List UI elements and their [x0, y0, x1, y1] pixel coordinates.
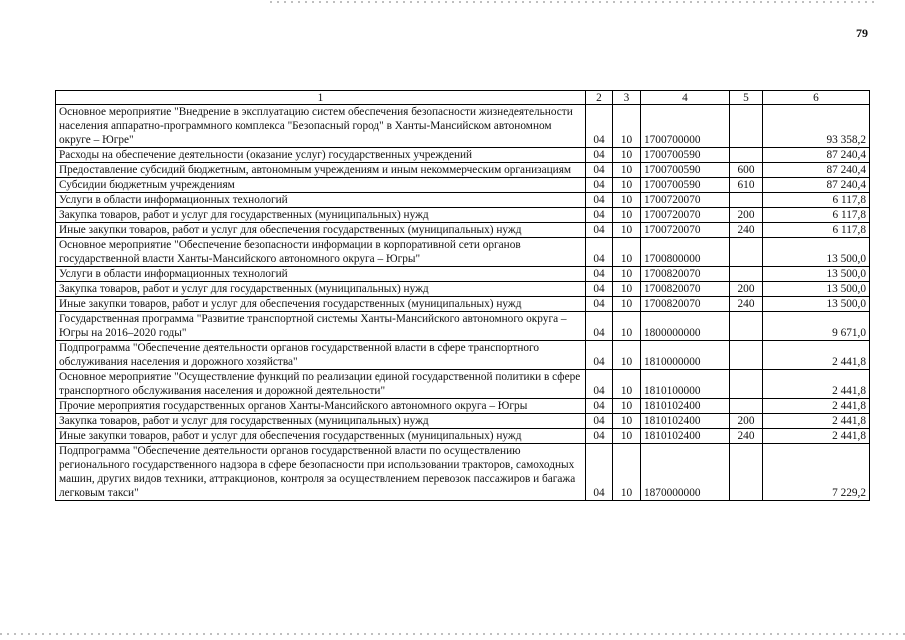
row-subsection-cell: 10 — [613, 267, 641, 282]
row-target-article-cell: 1700700590 — [641, 148, 730, 163]
row-amount-cell: 6 117,8 — [763, 223, 870, 238]
row-name-cell: Подпрограмма "Обеспечение деятельности органов государственной власти в сфере транспортного обслуживания населения и дорожного хозяйства" — [56, 341, 586, 370]
row-subsection-cell: 10 — [613, 370, 641, 399]
header-col-2: 2 — [586, 91, 613, 105]
row-expense-type-cell — [730, 267, 763, 282]
row-name-cell: Закупка товаров, работ и услуг для государственных (муниципальных) нужд — [56, 414, 586, 429]
row-section-cell: 04 — [586, 341, 613, 370]
row-subsection-cell: 10 — [613, 312, 641, 341]
row-section-cell: 04 — [586, 370, 613, 399]
budget-table — [55, 90, 870, 501]
row-target-article-cell: 1810102400 — [641, 429, 730, 444]
row-subsection-cell: 10 — [613, 444, 641, 501]
row-amount-cell: 9 671,0 — [763, 312, 870, 341]
row-target-article-cell: 1700820070 — [641, 282, 730, 297]
row-target-article-cell: 1810100000 — [641, 370, 730, 399]
table-row — [56, 178, 870, 193]
row-target-article-cell: 1700820070 — [641, 297, 730, 312]
row-section-cell: 04 — [586, 399, 613, 414]
table-row — [56, 238, 870, 267]
row-section-cell: 04 — [586, 208, 613, 223]
row-expense-type-cell: 200 — [730, 282, 763, 297]
row-amount-cell: 6 117,8 — [763, 208, 870, 223]
row-subsection-cell: 10 — [613, 429, 641, 444]
table-row — [56, 341, 870, 370]
row-subsection-cell: 10 — [613, 282, 641, 297]
row-section-cell: 04 — [586, 105, 613, 148]
row-expense-type-cell — [730, 312, 763, 341]
row-name-cell: Предоставление субсидий бюджетным, автономным учреждениям и иным некоммерческим организациям — [56, 163, 586, 178]
row-amount-cell: 13 500,0 — [763, 267, 870, 282]
row-expense-type-cell — [730, 341, 763, 370]
header-row — [56, 91, 870, 105]
row-expense-type-cell: 610 — [730, 178, 763, 193]
table-row — [56, 297, 870, 312]
row-expense-type-cell: 240 — [730, 297, 763, 312]
table-row — [56, 193, 870, 208]
row-amount-cell: 87 240,4 — [763, 163, 870, 178]
row-target-article-cell: 1700720070 — [641, 208, 730, 223]
row-expense-type-cell: 200 — [730, 414, 763, 429]
row-amount-cell: 13 500,0 — [763, 297, 870, 312]
table-row — [56, 414, 870, 429]
row-name-cell: Услуги в области информационных технологий — [56, 193, 586, 208]
row-target-article-cell: 1700700590 — [641, 178, 730, 193]
table-row — [56, 148, 870, 163]
row-amount-cell: 7 229,2 — [763, 444, 870, 501]
row-subsection-cell: 10 — [613, 399, 641, 414]
row-section-cell: 04 — [586, 178, 613, 193]
row-target-article-cell: 1810000000 — [641, 341, 730, 370]
row-name-cell: Закупка товаров, работ и услуг для государственных (муниципальных) нужд — [56, 208, 586, 223]
table-body — [56, 105, 870, 501]
header-col-1: 1 — [56, 91, 586, 105]
row-expense-type-cell: 240 — [730, 223, 763, 238]
row-target-article-cell: 1700700590 — [641, 163, 730, 178]
row-amount-cell: 2 441,8 — [763, 341, 870, 370]
row-subsection-cell: 10 — [613, 208, 641, 223]
row-name-cell: Подпрограмма "Обеспечение деятельности органов государственной власти по осуществлению регионального государственного надзора в сфере безопасности при использовании тракторов, самоходных машин, других видов техники, аттракционов, контроля за осуществлением перевозок пассажиров и багажа легковым такси" — [56, 444, 586, 501]
row-amount-cell: 93 358,2 — [763, 105, 870, 148]
scan-artifact-bottom — [0, 633, 905, 635]
row-expense-type-cell — [730, 238, 763, 267]
row-section-cell: 04 — [586, 193, 613, 208]
table-row — [56, 370, 870, 399]
row-name-cell: Субсидии бюджетным учреждениям — [56, 178, 586, 193]
row-subsection-cell: 10 — [613, 223, 641, 238]
row-section-cell: 04 — [586, 312, 613, 341]
row-amount-cell: 2 441,8 — [763, 429, 870, 444]
row-expense-type-cell — [730, 148, 763, 163]
row-section-cell: 04 — [586, 429, 613, 444]
row-expense-type-cell — [730, 105, 763, 148]
row-name-cell: Основное мероприятие "Внедрение в эксплуатацию систем обеспечения безопасности жизнедеятельности населения аппаратно-программного комплекса "Безопасный город" в Ханты-Мансийском автономном округе – Югре" — [56, 105, 586, 148]
row-name-cell: Прочие мероприятия государственных органов Ханты-Мансийского автономного округа – Югры — [56, 399, 586, 414]
table-row — [56, 163, 870, 178]
row-subsection-cell: 10 — [613, 105, 641, 148]
table-row — [56, 282, 870, 297]
table-row — [56, 208, 870, 223]
page-number: 79 — [856, 26, 868, 40]
row-target-article-cell: 1810102400 — [641, 399, 730, 414]
row-target-article-cell: 1870000000 — [641, 444, 730, 501]
table-row — [56, 105, 870, 148]
row-expense-type-cell: 600 — [730, 163, 763, 178]
row-name-cell: Основное мероприятие "Обеспечение безопасности информации в корпоративной сети органов государственной власти Ханты-Мансийского автономного округа – Югры" — [56, 238, 586, 267]
table-row — [56, 444, 870, 501]
row-target-article-cell: 1800000000 — [641, 312, 730, 341]
row-name-cell: Государственная программа "Развитие транспортной системы Ханты-Мансийского автономного округа – Югры на 2016–2020 годы" — [56, 312, 586, 341]
table-header — [56, 91, 870, 105]
row-name-cell: Иные закупки товаров, работ и услуг для обеспечения государственных (муниципальных) нужд — [56, 297, 586, 312]
table-row — [56, 399, 870, 414]
table-row — [56, 223, 870, 238]
row-section-cell: 04 — [586, 282, 613, 297]
table-row — [56, 429, 870, 444]
row-subsection-cell: 10 — [613, 163, 641, 178]
row-name-cell: Расходы на обеспечение деятельности (оказание услуг) государственных учреждений — [56, 148, 586, 163]
row-subsection-cell: 10 — [613, 341, 641, 370]
row-amount-cell: 2 441,8 — [763, 414, 870, 429]
header-col-5: 5 — [730, 91, 763, 105]
row-target-article-cell: 1700720070 — [641, 223, 730, 238]
row-section-cell: 04 — [586, 238, 613, 267]
row-subsection-cell: 10 — [613, 414, 641, 429]
row-subsection-cell: 10 — [613, 148, 641, 163]
row-expense-type-cell — [730, 370, 763, 399]
row-amount-cell: 13 500,0 — [763, 238, 870, 267]
row-subsection-cell: 10 — [613, 238, 641, 267]
row-section-cell: 04 — [586, 414, 613, 429]
table-row — [56, 267, 870, 282]
scan-artifact-top — [270, 1, 875, 3]
header-col-3: 3 — [613, 91, 641, 105]
row-expense-type-cell — [730, 193, 763, 208]
row-expense-type-cell: 240 — [730, 429, 763, 444]
row-section-cell: 04 — [586, 297, 613, 312]
row-expense-type-cell: 200 — [730, 208, 763, 223]
row-section-cell: 04 — [586, 148, 613, 163]
header-col-4: 4 — [641, 91, 730, 105]
row-section-cell: 04 — [586, 223, 613, 238]
row-subsection-cell: 10 — [613, 193, 641, 208]
row-amount-cell: 87 240,4 — [763, 178, 870, 193]
row-name-cell: Иные закупки товаров, работ и услуг для обеспечения государственных (муниципальных) нужд — [56, 429, 586, 444]
row-amount-cell: 6 117,8 — [763, 193, 870, 208]
row-amount-cell: 2 441,8 — [763, 399, 870, 414]
table-row — [56, 312, 870, 341]
row-target-article-cell: 1700700000 — [641, 105, 730, 148]
row-name-cell: Иные закупки товаров, работ и услуг для обеспечения государственных (муниципальных) нужд — [56, 223, 586, 238]
row-amount-cell: 2 441,8 — [763, 370, 870, 399]
row-amount-cell: 13 500,0 — [763, 282, 870, 297]
row-expense-type-cell — [730, 399, 763, 414]
row-subsection-cell: 10 — [613, 297, 641, 312]
row-target-article-cell: 1700800000 — [641, 238, 730, 267]
row-section-cell: 04 — [586, 444, 613, 501]
row-name-cell: Основное мероприятие "Осуществление функций по реализации единой государственной политики в сфере транспортного обслуживания населения и дорожной деятельности" — [56, 370, 586, 399]
row-section-cell: 04 — [586, 163, 613, 178]
row-target-article-cell: 1810102400 — [641, 414, 730, 429]
row-section-cell: 04 — [586, 267, 613, 282]
row-amount-cell: 87 240,4 — [763, 148, 870, 163]
row-expense-type-cell — [730, 444, 763, 501]
row-subsection-cell: 10 — [613, 178, 641, 193]
row-target-article-cell: 1700720070 — [641, 193, 730, 208]
row-target-article-cell: 1700820070 — [641, 267, 730, 282]
row-name-cell: Услуги в области информационных технологий — [56, 267, 586, 282]
header-col-6: 6 — [763, 91, 870, 105]
row-name-cell: Закупка товаров, работ и услуг для государственных (муниципальных) нужд — [56, 282, 586, 297]
